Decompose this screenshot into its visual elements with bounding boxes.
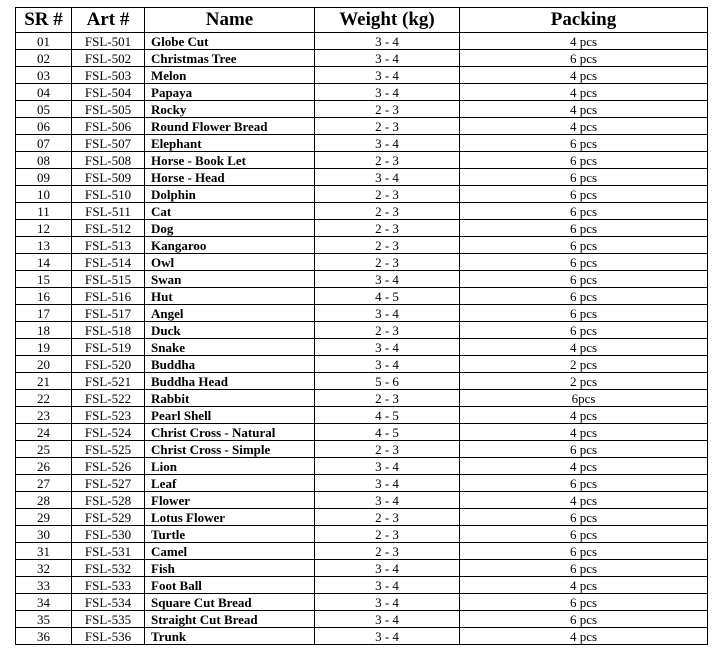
cell-sr: 28 bbox=[16, 492, 72, 509]
cell-weight: 3 - 4 bbox=[315, 356, 460, 373]
cell-name: Horse - Book Let bbox=[145, 152, 315, 169]
cell-weight: 2 - 3 bbox=[315, 152, 460, 169]
cell-sr: 20 bbox=[16, 356, 72, 373]
table-row bbox=[16, 135, 708, 152]
cell-art: FSL-517 bbox=[72, 305, 145, 322]
cell-sr: 01 bbox=[16, 33, 72, 50]
table-row bbox=[16, 84, 708, 101]
cell-name: Foot Ball bbox=[145, 577, 315, 594]
cell-sr: 06 bbox=[16, 118, 72, 135]
cell-weight: 2 - 3 bbox=[315, 101, 460, 118]
cell-name: Melon bbox=[145, 67, 315, 84]
header-weight: Weight (kg) bbox=[315, 8, 460, 33]
cell-sr: 25 bbox=[16, 441, 72, 458]
cell-name: Rocky bbox=[145, 101, 315, 118]
cell-name: Snake bbox=[145, 339, 315, 356]
cell-name: Rabbit bbox=[145, 390, 315, 407]
table-row bbox=[16, 594, 708, 611]
cell-sr: 03 bbox=[16, 67, 72, 84]
table-row bbox=[16, 628, 708, 645]
cell-name: Flower bbox=[145, 492, 315, 509]
cell-weight: 3 - 4 bbox=[315, 594, 460, 611]
cell-art: FSL-504 bbox=[72, 84, 145, 101]
cell-sr: 10 bbox=[16, 186, 72, 203]
cell-name: Duck bbox=[145, 322, 315, 339]
header-art: Art # bbox=[72, 8, 145, 33]
cell-sr: 21 bbox=[16, 373, 72, 390]
table-row bbox=[16, 169, 708, 186]
table-row bbox=[16, 441, 708, 458]
cell-weight: 2 - 3 bbox=[315, 543, 460, 560]
cell-sr: 22 bbox=[16, 390, 72, 407]
cell-art: FSL-513 bbox=[72, 237, 145, 254]
cell-packing: 4 pcs bbox=[460, 118, 708, 135]
cell-weight: 2 - 3 bbox=[315, 237, 460, 254]
cell-weight: 2 - 3 bbox=[315, 322, 460, 339]
table-row bbox=[16, 220, 708, 237]
cell-sr: 16 bbox=[16, 288, 72, 305]
cell-art: FSL-505 bbox=[72, 101, 145, 118]
cell-weight: 3 - 4 bbox=[315, 560, 460, 577]
table-header bbox=[16, 8, 708, 33]
cell-name: Papaya bbox=[145, 84, 315, 101]
cell-name: Lotus Flower bbox=[145, 509, 315, 526]
cell-packing: 6 pcs bbox=[460, 611, 708, 628]
header-row bbox=[16, 8, 708, 33]
cell-weight: 4 - 5 bbox=[315, 288, 460, 305]
cell-art: FSL-527 bbox=[72, 475, 145, 492]
cell-art: FSL-536 bbox=[72, 628, 145, 645]
cell-packing: 6 pcs bbox=[460, 441, 708, 458]
cell-packing: 4 pcs bbox=[460, 577, 708, 594]
cell-art: FSL-507 bbox=[72, 135, 145, 152]
cell-sr: 14 bbox=[16, 254, 72, 271]
cell-weight: 3 - 4 bbox=[315, 611, 460, 628]
table-row bbox=[16, 424, 708, 441]
cell-art: FSL-508 bbox=[72, 152, 145, 169]
table-row bbox=[16, 50, 708, 67]
cell-packing: 6 pcs bbox=[460, 152, 708, 169]
cell-packing: 6 pcs bbox=[460, 169, 708, 186]
cell-packing: 4 pcs bbox=[460, 101, 708, 118]
cell-art: FSL-526 bbox=[72, 458, 145, 475]
table-row bbox=[16, 611, 708, 628]
table-body bbox=[16, 33, 708, 645]
cell-packing: 6 pcs bbox=[460, 475, 708, 492]
cell-weight: 2 - 3 bbox=[315, 254, 460, 271]
cell-name: Camel bbox=[145, 543, 315, 560]
table-row bbox=[16, 305, 708, 322]
cell-art: FSL-525 bbox=[72, 441, 145, 458]
table-row bbox=[16, 33, 708, 50]
cell-sr: 04 bbox=[16, 84, 72, 101]
cell-packing: 4 pcs bbox=[460, 33, 708, 50]
header-sr: SR # bbox=[16, 8, 72, 33]
cell-name: Swan bbox=[145, 271, 315, 288]
cell-name: Kangaroo bbox=[145, 237, 315, 254]
cell-weight: 3 - 4 bbox=[315, 271, 460, 288]
cell-art: FSL-522 bbox=[72, 390, 145, 407]
cell-weight: 3 - 4 bbox=[315, 305, 460, 322]
cell-packing: 4 pcs bbox=[460, 492, 708, 509]
cell-art: FSL-510 bbox=[72, 186, 145, 203]
cell-packing: 6pcs bbox=[460, 390, 708, 407]
cell-packing: 6 pcs bbox=[460, 135, 708, 152]
table-row bbox=[16, 526, 708, 543]
cell-weight: 2 - 3 bbox=[315, 186, 460, 203]
table-row bbox=[16, 543, 708, 560]
cell-sr: 05 bbox=[16, 101, 72, 118]
cell-art: FSL-532 bbox=[72, 560, 145, 577]
cell-art: FSL-531 bbox=[72, 543, 145, 560]
cell-name: Dog bbox=[145, 220, 315, 237]
cell-art: FSL-519 bbox=[72, 339, 145, 356]
cell-packing: 4 pcs bbox=[460, 84, 708, 101]
cell-packing: 6 pcs bbox=[460, 203, 708, 220]
cell-packing: 4 pcs bbox=[460, 407, 708, 424]
cell-name: Christ Cross - Simple bbox=[145, 441, 315, 458]
cell-packing: 6 pcs bbox=[460, 543, 708, 560]
cell-sr: 33 bbox=[16, 577, 72, 594]
table-row bbox=[16, 67, 708, 84]
cell-art: FSL-509 bbox=[72, 169, 145, 186]
cell-name: Horse - Head bbox=[145, 169, 315, 186]
cell-packing: 4 pcs bbox=[460, 67, 708, 84]
cell-weight: 2 - 3 bbox=[315, 390, 460, 407]
cell-sr: 30 bbox=[16, 526, 72, 543]
cell-name: Christmas Tree bbox=[145, 50, 315, 67]
cell-sr: 34 bbox=[16, 594, 72, 611]
cell-sr: 02 bbox=[16, 50, 72, 67]
cell-name: Straight Cut Bread bbox=[145, 611, 315, 628]
cell-art: FSL-524 bbox=[72, 424, 145, 441]
cell-name: Dolphin bbox=[145, 186, 315, 203]
table-row bbox=[16, 186, 708, 203]
cell-name: Owl bbox=[145, 254, 315, 271]
cell-weight: 2 - 3 bbox=[315, 118, 460, 135]
table-row bbox=[16, 390, 708, 407]
cell-art: FSL-530 bbox=[72, 526, 145, 543]
cell-name: Buddha Head bbox=[145, 373, 315, 390]
cell-name: Buddha bbox=[145, 356, 315, 373]
cell-art: FSL-503 bbox=[72, 67, 145, 84]
cell-name: Elephant bbox=[145, 135, 315, 152]
cell-art: FSL-521 bbox=[72, 373, 145, 390]
cell-packing: 6 pcs bbox=[460, 305, 708, 322]
cell-sr: 26 bbox=[16, 458, 72, 475]
cell-sr: 29 bbox=[16, 509, 72, 526]
cell-art: FSL-516 bbox=[72, 288, 145, 305]
cell-sr: 11 bbox=[16, 203, 72, 220]
table-row bbox=[16, 458, 708, 475]
table-row bbox=[16, 407, 708, 424]
table-row bbox=[16, 492, 708, 509]
cell-packing: 2 pcs bbox=[460, 356, 708, 373]
cell-art: FSL-533 bbox=[72, 577, 145, 594]
table-row bbox=[16, 254, 708, 271]
cell-packing: 6 pcs bbox=[460, 509, 708, 526]
table-row bbox=[16, 152, 708, 169]
cell-packing: 6 pcs bbox=[460, 237, 708, 254]
cell-sr: 07 bbox=[16, 135, 72, 152]
cell-art: FSL-534 bbox=[72, 594, 145, 611]
table-row bbox=[16, 509, 708, 526]
cell-weight: 3 - 4 bbox=[315, 135, 460, 152]
cell-weight: 2 - 3 bbox=[315, 441, 460, 458]
table-row bbox=[16, 356, 708, 373]
table-row bbox=[16, 203, 708, 220]
cell-art: FSL-512 bbox=[72, 220, 145, 237]
cell-sr: 09 bbox=[16, 169, 72, 186]
cell-sr: 08 bbox=[16, 152, 72, 169]
cell-packing: 4 pcs bbox=[460, 628, 708, 645]
table-row bbox=[16, 373, 708, 390]
cell-weight: 3 - 4 bbox=[315, 475, 460, 492]
cell-name: Turtle bbox=[145, 526, 315, 543]
cell-name: Round Flower Bread bbox=[145, 118, 315, 135]
cell-name: Fish bbox=[145, 560, 315, 577]
table-row bbox=[16, 271, 708, 288]
cell-sr: 23 bbox=[16, 407, 72, 424]
cell-weight: 3 - 4 bbox=[315, 67, 460, 84]
table-row bbox=[16, 101, 708, 118]
cell-sr: 15 bbox=[16, 271, 72, 288]
cell-packing: 6 pcs bbox=[460, 254, 708, 271]
cell-packing: 6 pcs bbox=[460, 271, 708, 288]
cell-sr: 24 bbox=[16, 424, 72, 441]
cell-sr: 13 bbox=[16, 237, 72, 254]
cell-art: FSL-520 bbox=[72, 356, 145, 373]
cell-name: Trunk bbox=[145, 628, 315, 645]
cell-weight: 2 - 3 bbox=[315, 526, 460, 543]
cell-art: FSL-514 bbox=[72, 254, 145, 271]
cell-art: FSL-511 bbox=[72, 203, 145, 220]
cell-name: Leaf bbox=[145, 475, 315, 492]
cell-sr: 27 bbox=[16, 475, 72, 492]
cell-sr: 35 bbox=[16, 611, 72, 628]
cell-art: FSL-518 bbox=[72, 322, 145, 339]
cell-art: FSL-529 bbox=[72, 509, 145, 526]
cell-sr: 18 bbox=[16, 322, 72, 339]
cell-name: Lion bbox=[145, 458, 315, 475]
cell-sr: 17 bbox=[16, 305, 72, 322]
cell-weight: 3 - 4 bbox=[315, 577, 460, 594]
table-row bbox=[16, 339, 708, 356]
cell-name: Globe Cut bbox=[145, 33, 315, 50]
cell-sr: 36 bbox=[16, 628, 72, 645]
cell-weight: 5 - 6 bbox=[315, 373, 460, 390]
cell-sr: 12 bbox=[16, 220, 72, 237]
cell-sr: 32 bbox=[16, 560, 72, 577]
cell-packing: 4 pcs bbox=[460, 339, 708, 356]
cell-weight: 4 - 5 bbox=[315, 407, 460, 424]
table-row bbox=[16, 118, 708, 135]
cell-weight: 3 - 4 bbox=[315, 84, 460, 101]
cell-name: Angel bbox=[145, 305, 315, 322]
cell-weight: 2 - 3 bbox=[315, 509, 460, 526]
cell-art: FSL-523 bbox=[72, 407, 145, 424]
cell-name: Hut bbox=[145, 288, 315, 305]
table-row bbox=[16, 577, 708, 594]
table-row bbox=[16, 560, 708, 577]
cell-sr: 19 bbox=[16, 339, 72, 356]
table-row bbox=[16, 475, 708, 492]
cell-art: FSL-501 bbox=[72, 33, 145, 50]
header-name: Name bbox=[145, 8, 315, 33]
cell-packing: 6 pcs bbox=[460, 186, 708, 203]
cell-packing: 4 pcs bbox=[460, 424, 708, 441]
cell-packing: 6 pcs bbox=[460, 560, 708, 577]
cell-weight: 3 - 4 bbox=[315, 458, 460, 475]
table-row bbox=[16, 322, 708, 339]
product-table bbox=[15, 7, 708, 645]
cell-weight: 3 - 4 bbox=[315, 628, 460, 645]
cell-weight: 3 - 4 bbox=[315, 33, 460, 50]
cell-weight: 2 - 3 bbox=[315, 220, 460, 237]
table-row bbox=[16, 288, 708, 305]
cell-packing: 6 pcs bbox=[460, 220, 708, 237]
cell-art: FSL-515 bbox=[72, 271, 145, 288]
table-row bbox=[16, 237, 708, 254]
cell-name: Christ Cross - Natural bbox=[145, 424, 315, 441]
cell-packing: 6 pcs bbox=[460, 50, 708, 67]
cell-packing: 6 pcs bbox=[460, 322, 708, 339]
cell-art: FSL-528 bbox=[72, 492, 145, 509]
cell-name: Pearl Shell bbox=[145, 407, 315, 424]
cell-weight: 3 - 4 bbox=[315, 169, 460, 186]
cell-packing: 4 pcs bbox=[460, 458, 708, 475]
cell-weight: 2 - 3 bbox=[315, 203, 460, 220]
cell-weight: 3 - 4 bbox=[315, 339, 460, 356]
cell-name: Square Cut Bread bbox=[145, 594, 315, 611]
cell-weight: 3 - 4 bbox=[315, 492, 460, 509]
cell-sr: 31 bbox=[16, 543, 72, 560]
cell-packing: 2 pcs bbox=[460, 373, 708, 390]
cell-art: FSL-506 bbox=[72, 118, 145, 135]
cell-packing: 6 pcs bbox=[460, 594, 708, 611]
header-packing: Packing bbox=[460, 8, 708, 33]
cell-packing: 6 pcs bbox=[460, 288, 708, 305]
cell-weight: 4 - 5 bbox=[315, 424, 460, 441]
cell-art: FSL-502 bbox=[72, 50, 145, 67]
cell-art: FSL-535 bbox=[72, 611, 145, 628]
cell-weight: 3 - 4 bbox=[315, 50, 460, 67]
cell-packing: 6 pcs bbox=[460, 526, 708, 543]
cell-name: Cat bbox=[145, 203, 315, 220]
